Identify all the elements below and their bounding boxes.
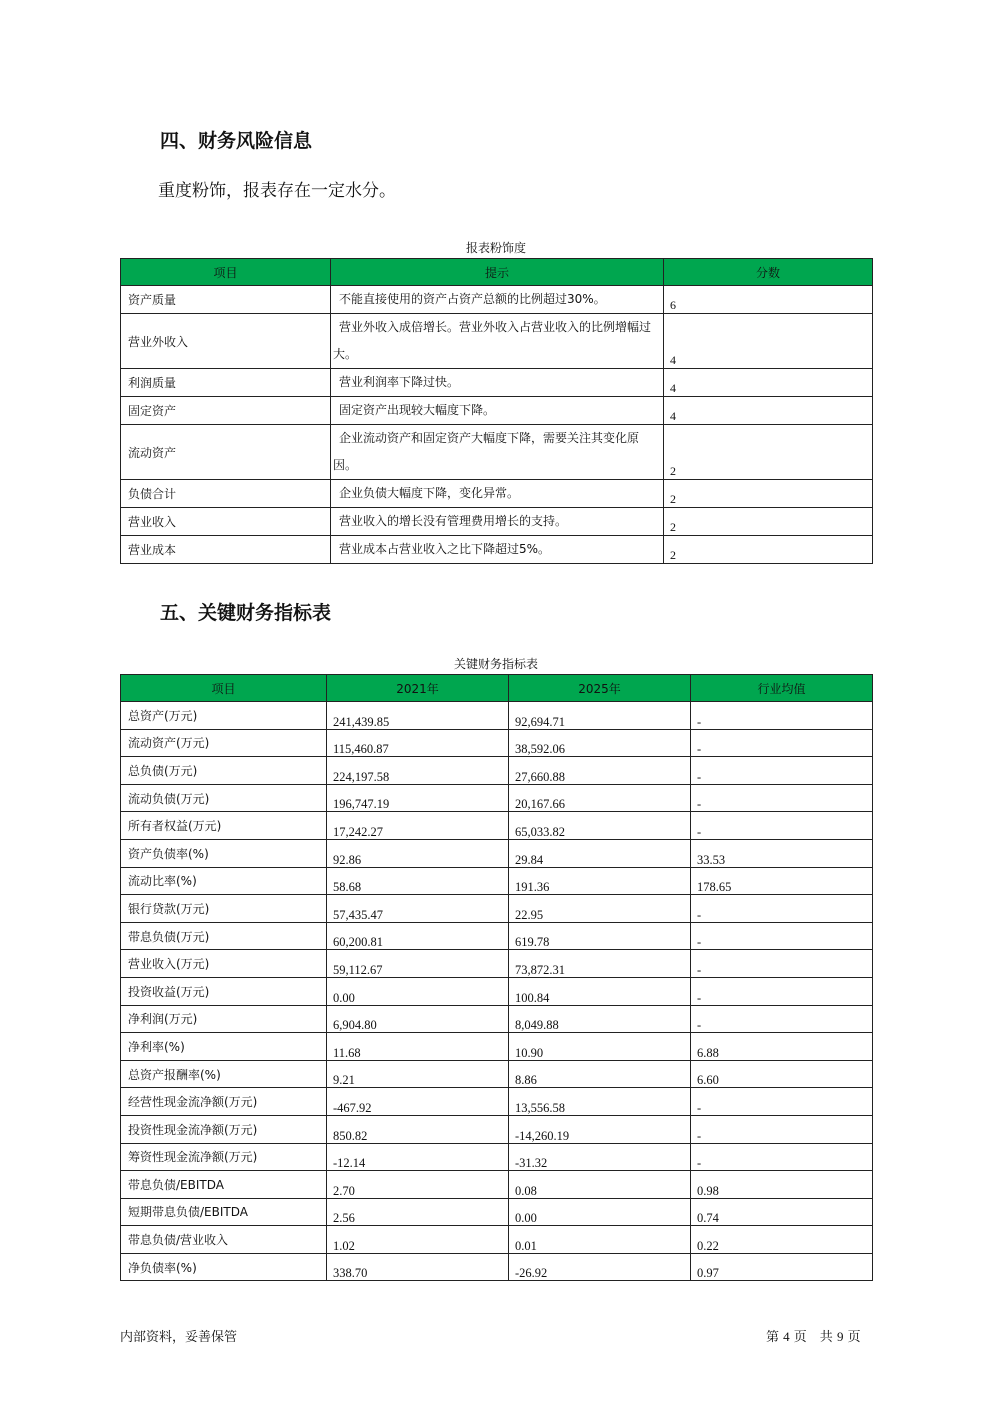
table-row (121, 1226, 873, 1254)
kpi-item-cell: 带息负债(万元) (121, 922, 327, 950)
page-prefix: 第 (766, 1330, 780, 1345)
kpi-industry-cell: 178.65 (691, 867, 873, 895)
kpi-industry-cell: 6.88 (691, 1033, 873, 1061)
kpi-2025-cell: 10.90 (509, 1033, 691, 1061)
footer-confidential-note: 内部资料，妥善保管 (120, 1330, 238, 1345)
kpi-2021-cell: 58.68 (327, 867, 509, 895)
kpi-2021-cell: -467.92 (327, 1088, 509, 1116)
table-row (121, 922, 873, 950)
kpi-industry-cell: - (691, 812, 873, 840)
table-row (121, 1060, 873, 1088)
table-row (121, 1115, 873, 1143)
kpi-item-cell: 带息负债/营业收入 (121, 1226, 327, 1254)
table-row (121, 839, 873, 867)
column-header: 项目 (121, 675, 327, 702)
table-row (121, 480, 873, 508)
risk-score-cell: 2 (664, 508, 873, 536)
kpi-2021-cell: 0.00 (327, 977, 509, 1005)
risk-score-cell: 6 (664, 286, 873, 314)
column-header: 2021年 (327, 675, 509, 702)
kpi-industry-cell: - (691, 757, 873, 785)
table-row (121, 867, 873, 895)
kpi-table (120, 674, 873, 1281)
current-page: 4 (783, 1329, 790, 1344)
kpi-item-cell: 净利率(%) (121, 1033, 327, 1061)
risk-item-cell: 营业成本 (121, 536, 331, 564)
table-row (121, 812, 873, 840)
kpi-industry-cell: - (691, 977, 873, 1005)
risk-table-caption: 报表粉饰度 (465, 241, 526, 255)
column-header: 行业均值 (691, 675, 873, 702)
kpi-industry-cell: 33.53 (691, 839, 873, 867)
table-row (121, 1253, 873, 1281)
kpi-2025-cell: 73,872.31 (509, 950, 691, 978)
table-row (121, 729, 873, 757)
kpi-2025-cell: 0.00 (509, 1198, 691, 1226)
column-header: 2025年 (509, 675, 691, 702)
kpi-2025-cell: 29.84 (509, 839, 691, 867)
kpi-2021-cell: -12.14 (327, 1143, 509, 1171)
kpi-2021-cell: 338.70 (327, 1253, 509, 1281)
table-row (121, 757, 873, 785)
kpi-2021-cell: 17,242.27 (327, 812, 509, 840)
risk-score-cell: 4 (664, 369, 873, 397)
risk-hint-cell: 营业利润率下降过快。 (331, 369, 664, 397)
kpi-2025-cell: 0.08 (509, 1171, 691, 1199)
kpi-2025-cell: 100.84 (509, 977, 691, 1005)
risk-hint-cell: 营业收入的增长没有管理费用增长的支持。 (331, 508, 664, 536)
kpi-2021-cell: 241,439.85 (327, 702, 509, 730)
kpi-item-cell: 带息负债/EBITDA (121, 1171, 327, 1199)
risk-hint-cell: 固定资产出现较大幅度下降。 (331, 397, 664, 425)
risk-hint-cell: 企业流动资产和固定资产大幅度下降，需要关注其变化原因。 (331, 425, 664, 480)
kpi-2021-cell: 59,112.67 (327, 950, 509, 978)
kpi-2021-cell: 92.86 (327, 839, 509, 867)
table-row (121, 895, 873, 923)
kpi-2025-cell: 22.95 (509, 895, 691, 923)
kpi-item-cell: 筹资性现金流净额(万元) (121, 1143, 327, 1171)
section-4-title: 四、财务风险信息 (160, 130, 313, 152)
footer-page-number (766, 1326, 861, 1345)
kpi-2025-cell: 27,660.88 (509, 757, 691, 785)
table-row (121, 286, 873, 314)
kpi-2025-cell: 619.78 (509, 922, 691, 950)
risk-table (120, 258, 873, 564)
kpi-item-cell: 总资产(万元) (121, 702, 327, 730)
table-row (121, 1198, 873, 1226)
kpi-table-caption: 关键财务指标表 (453, 657, 538, 671)
section-5-title: 五、关键财务指标表 (160, 602, 332, 624)
kpi-2025-cell: 65,033.82 (509, 812, 691, 840)
kpi-2021-cell: 2.70 (327, 1171, 509, 1199)
kpi-industry-cell: - (691, 784, 873, 812)
risk-item-cell: 营业收入 (121, 508, 331, 536)
kpi-2021-cell: 9.21 (327, 1060, 509, 1088)
risk-item-cell: 利润质量 (121, 369, 331, 397)
kpi-industry-cell: - (691, 702, 873, 730)
kpi-industry-cell: - (691, 1005, 873, 1033)
kpi-industry-cell: - (691, 729, 873, 757)
kpi-industry-cell: 6.60 (691, 1060, 873, 1088)
kpi-item-cell: 净负债率(%) (121, 1253, 327, 1281)
table-row (121, 1005, 873, 1033)
kpi-2021-cell: 60,200.81 (327, 922, 509, 950)
kpi-2025-cell: -31.32 (509, 1143, 691, 1171)
kpi-industry-cell: - (691, 895, 873, 923)
kpi-item-cell: 经营性现金流净额(万元) (121, 1088, 327, 1116)
table-row (121, 702, 873, 730)
kpi-industry-cell: - (691, 922, 873, 950)
kpi-table-header-row (121, 675, 873, 702)
table-row (121, 977, 873, 1005)
risk-item-cell: 流动资产 (121, 425, 331, 480)
risk-summary: 重度粉饰，报表存在一定水分。 (158, 181, 396, 201)
risk-score-cell: 2 (664, 425, 873, 480)
risk-score-cell: 2 (664, 480, 873, 508)
kpi-2025-cell: 8.86 (509, 1060, 691, 1088)
risk-hint-cell: 营业外收入成倍增长。营业外收入占营业收入的比例增幅过大。 (331, 314, 664, 369)
kpi-industry-cell: - (691, 1115, 873, 1143)
kpi-item-cell: 净利润(万元) (121, 1005, 327, 1033)
risk-item-cell: 固定资产 (121, 397, 331, 425)
page-mid: 页 共 (793, 1330, 833, 1345)
table-row (121, 508, 873, 536)
kpi-2025-cell: 38,592.06 (509, 729, 691, 757)
kpi-industry-cell: - (691, 1143, 873, 1171)
risk-score-cell: 2 (664, 536, 873, 564)
kpi-2021-cell: 11.68 (327, 1033, 509, 1061)
kpi-industry-cell: - (691, 950, 873, 978)
kpi-2021-cell: 115,460.87 (327, 729, 509, 757)
kpi-item-cell: 流动比率(%) (121, 867, 327, 895)
kpi-item-cell: 总资产报酬率(%) (121, 1060, 327, 1088)
kpi-item-cell: 投资收益(万元) (121, 977, 327, 1005)
kpi-item-cell: 总负债(万元) (121, 757, 327, 785)
kpi-item-cell: 投资性现金流净额(万元) (121, 1115, 327, 1143)
kpi-industry-cell: - (691, 1088, 873, 1116)
kpi-2025-cell: 13,556.58 (509, 1088, 691, 1116)
risk-item-cell: 营业外收入 (121, 314, 331, 369)
table-row (121, 1143, 873, 1171)
kpi-2025-cell: -26.92 (509, 1253, 691, 1281)
kpi-item-cell: 营业收入(万元) (121, 950, 327, 978)
kpi-item-cell: 资产负债率(%) (121, 839, 327, 867)
risk-table-header-row (121, 259, 873, 286)
kpi-industry-cell: 0.98 (691, 1171, 873, 1199)
table-row (121, 950, 873, 978)
page-suffix: 页 (847, 1330, 861, 1345)
risk-hint-cell: 不能直接使用的资产占资产总额的比例超过30%。 (331, 286, 664, 314)
kpi-2021-cell: 224,197.58 (327, 757, 509, 785)
table-row (121, 425, 873, 480)
column-header: 提示 (331, 259, 664, 286)
kpi-industry-cell: 0.22 (691, 1226, 873, 1254)
table-row (121, 1171, 873, 1199)
risk-hint-cell: 企业负债大幅度下降，变化异常。 (331, 480, 664, 508)
kpi-2021-cell: 1.02 (327, 1226, 509, 1254)
table-row (121, 1088, 873, 1116)
kpi-2021-cell: 57,435.47 (327, 895, 509, 923)
kpi-2025-cell: 92,694.71 (509, 702, 691, 730)
kpi-item-cell: 短期带息负债/EBITDA (121, 1198, 327, 1226)
risk-item-cell: 资产质量 (121, 286, 331, 314)
kpi-2021-cell: 2.56 (327, 1198, 509, 1226)
kpi-industry-cell: 0.97 (691, 1253, 873, 1281)
table-row (121, 784, 873, 812)
column-header: 分数 (664, 259, 873, 286)
kpi-2025-cell: -14,260.19 (509, 1115, 691, 1143)
kpi-2021-cell: 850.82 (327, 1115, 509, 1143)
kpi-2021-cell: 6,904.80 (327, 1005, 509, 1033)
table-row (121, 536, 873, 564)
table-row (121, 314, 873, 369)
risk-score-cell: 4 (664, 314, 873, 369)
kpi-2025-cell: 0.01 (509, 1226, 691, 1254)
kpi-2021-cell: 196,747.19 (327, 784, 509, 812)
table-row (121, 369, 873, 397)
kpi-item-cell: 银行贷款(万元) (121, 895, 327, 923)
risk-hint-cell: 营业成本占营业收入之比下降超过5%。 (331, 536, 664, 564)
kpi-2025-cell: 191.36 (509, 867, 691, 895)
kpi-item-cell: 流动资产(万元) (121, 729, 327, 757)
kpi-item-cell: 流动负债(万元) (121, 784, 327, 812)
table-row (121, 1033, 873, 1061)
kpi-industry-cell: 0.74 (691, 1198, 873, 1226)
kpi-2025-cell: 20,167.66 (509, 784, 691, 812)
kpi-item-cell: 所有者权益(万元) (121, 812, 327, 840)
column-header: 项目 (121, 259, 331, 286)
total-pages: 9 (836, 1329, 844, 1344)
table-row (121, 397, 873, 425)
risk-score-cell: 4 (664, 397, 873, 425)
risk-item-cell: 负债合计 (121, 480, 331, 508)
kpi-2025-cell: 8,049.88 (509, 1005, 691, 1033)
